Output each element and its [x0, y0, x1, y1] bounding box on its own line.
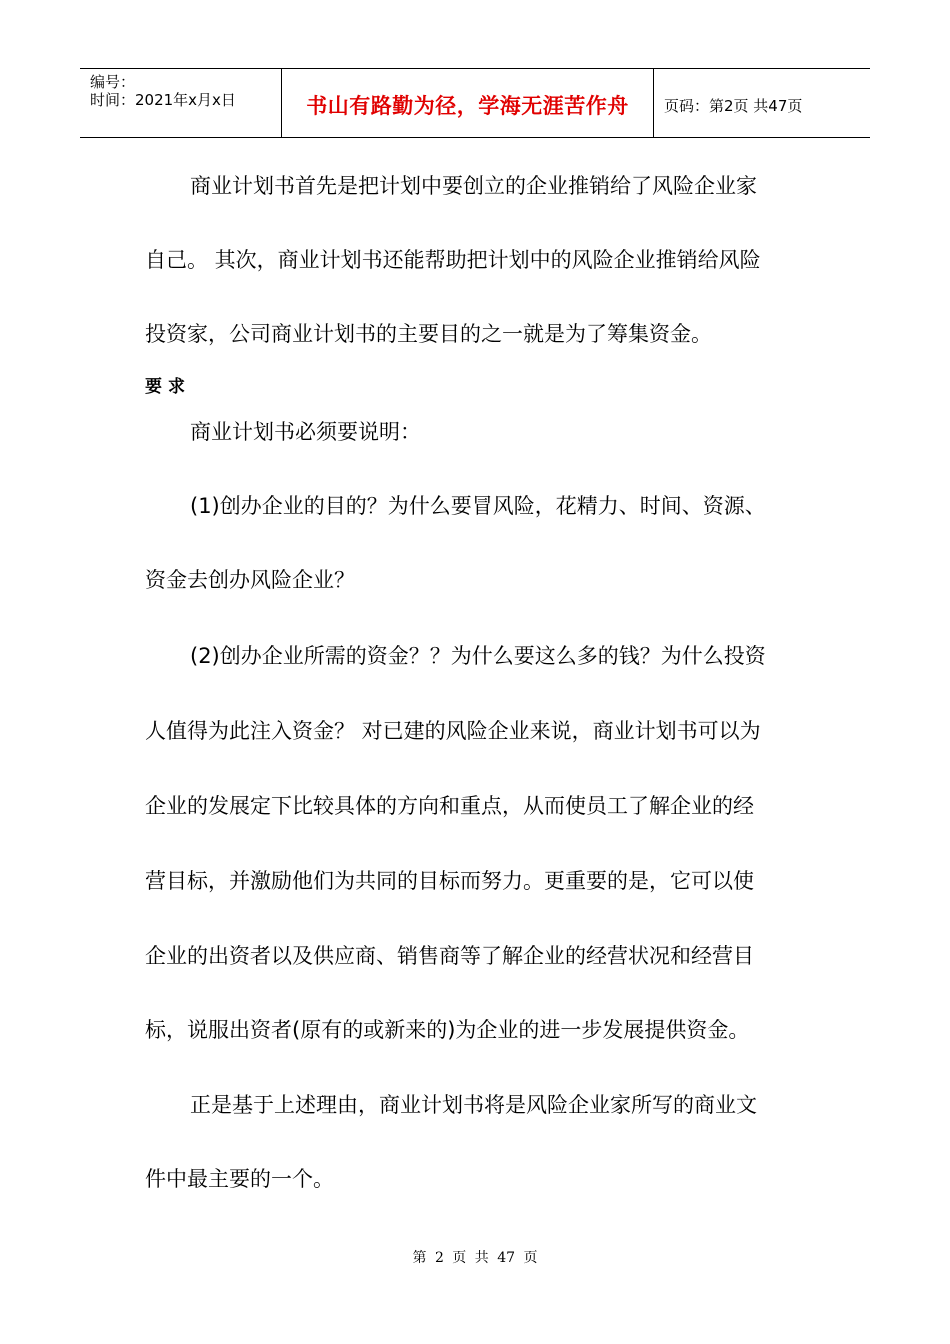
paragraph-line: 企业的出资者以及供应商、销售商等了解企业的经营状况和经营目 [145, 944, 754, 968]
paragraph-line: 投资家，公司商业计划书的主要目的之一就是为了筹集资金。 [145, 322, 712, 346]
section-heading: 要求 [145, 377, 191, 397]
paragraph-line: 资金去创办风险企业？ [145, 568, 355, 592]
header-page-info: 页码：第2页 共47页 [664, 96, 803, 115]
paragraph-line: 企业的发展定下比较具体的方向和重点，从而使员工了解企业的经 [145, 794, 754, 818]
paragraph-line: (2)创办企业所需的资金？？为什么要这么多的钱？为什么投资 [190, 644, 766, 668]
page-footer: 第 2 页 共 47 页 [412, 1250, 538, 1266]
header-page-cell [654, 69, 870, 137]
paragraph-line: 商业计划书首先是把计划中要创立的企业推销给了风险企业家 [190, 174, 757, 198]
header-motto: 书山有路勤为径，学海无涯苦作舟 [306, 94, 629, 118]
paragraph-line: 商业计划书必须要说明： [190, 420, 421, 444]
paragraph-line: 正是基于上述理由，商业计划书将是风险企业家所写的商业文 [190, 1093, 757, 1117]
paragraph-line: 营目标，并激励他们为共同的目标而努力。更重要的是，它可以使 [145, 869, 754, 893]
paragraph-line: (1)创办企业的目的？为什么要冒风险，花精力、时间、资源、 [190, 494, 766, 518]
paragraph-line: 件中最主要的一个。 [145, 1167, 334, 1191]
paragraph-line: 人值得为此注入资金？ 对已建的风险企业来说，商业计划书可以为 [145, 719, 761, 743]
page-header [80, 68, 870, 138]
document-date-label: 时间：2021年x月x日 [90, 91, 236, 109]
paragraph-line: 标，说服出资者(原有的或新来的)为企业的进一步发展提供资金。 [145, 1018, 750, 1042]
document-number-label: 编号： [90, 73, 136, 91]
paragraph-line: 自己。 其次，商业计划书还能帮助把计划中的风险企业推销给风险 [145, 248, 761, 272]
header-motto-cell [282, 69, 654, 137]
header-meta-cell [80, 69, 282, 137]
